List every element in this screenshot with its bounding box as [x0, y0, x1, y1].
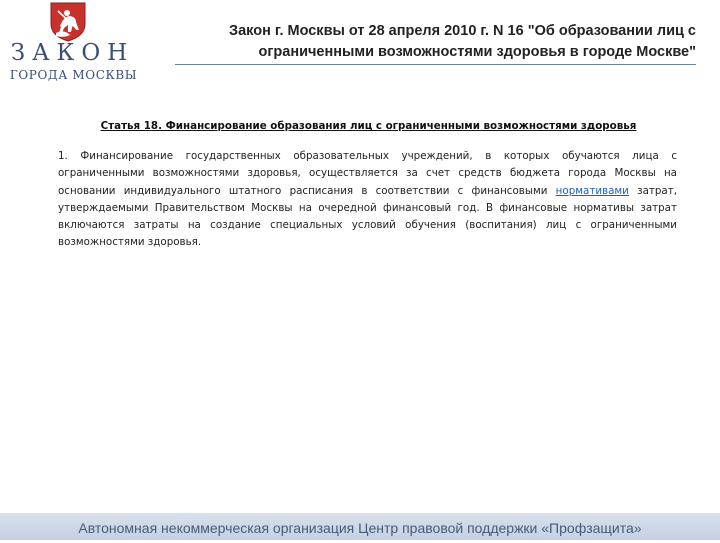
header-divider — [175, 64, 696, 65]
logo — [0, 0, 150, 90]
article-paragraph — [58, 148, 677, 252]
logo-word: ЗАКОН — [10, 40, 135, 66]
footer-text: Автономная некоммерческая организация Центр правовой поддержки «Профзащита» — [78, 520, 642, 536]
moscow-coat-of-arms-icon — [50, 2, 86, 42]
page-title-line2: ограниченными возможностями здоровья в городе Москве" — [258, 44, 696, 60]
article-text-before-link: 1. Финансирование государственных образовательных учреждений, в которых обучаются лица с ограниченными возможностями здоровья, осуществляется за счет средств бюджета города Москвы на основании индивидуального штатного расписания в соответствии с финансовыми — [58, 150, 677, 197]
article-text-after-link: затрат, утверждаемыми Правительством Москвы на очередной финансовый год. В финансовые нормативы затрат включаются затраты на создание специальных условий обучения (воспитания) лиц с ограниченными возможностями здоровья. — [58, 184, 677, 249]
logo-city: ГОРОДА МОСКВЫ — [9, 68, 138, 82]
article-heading: Статья 18. Финансирование образования лиц с ограниченными возможностями здоровья — [100, 120, 637, 132]
footer — [0, 513, 720, 540]
page-title-line1: Закон г. Москвы от 28 апреля 2010 г. N 16 "Об образовании лиц с — [229, 23, 696, 39]
page-title — [170, 21, 696, 63]
normatives-link[interactable]: нормативами — [555, 184, 629, 197]
